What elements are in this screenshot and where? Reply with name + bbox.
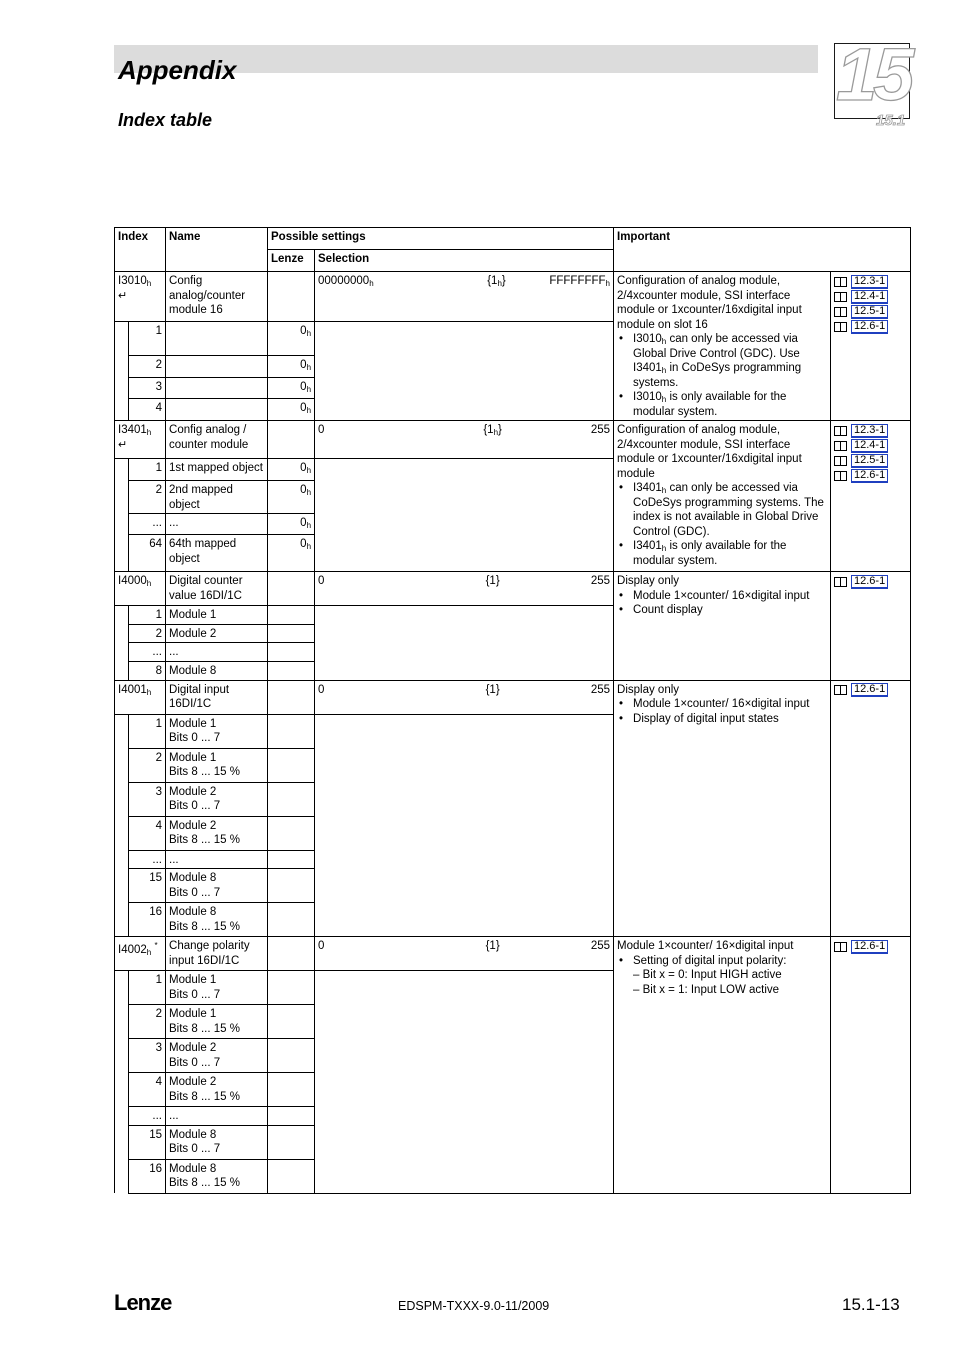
table-row: 2 Module 1 Bits 8 ... 15 %: [115, 1005, 911, 1039]
book-icon: [834, 577, 847, 587]
reference-link[interactable]: 12.5-1: [851, 454, 888, 468]
name-cell: Digital input 16DI/1C: [166, 680, 268, 714]
table-row: 16 Module 8 Bits 8 ... 15 %: [115, 903, 911, 937]
index-table: [114, 227, 911, 1194]
selection-cell: 0 {1} 255: [315, 572, 614, 606]
book-icon: [834, 292, 847, 302]
important-cell: Display only • Module 1×counter/ 16×digital input • Display of digital input states: [614, 680, 831, 937]
table-row: 8 Module 8: [115, 662, 911, 681]
table-row: ... ...: [115, 1107, 911, 1126]
list-item: • Module 1×counter/ 16×digital input: [633, 697, 827, 712]
book-icon: [834, 426, 847, 436]
name-cell: Config analog / counter module: [166, 421, 268, 459]
table-row: 2 Module 2: [115, 624, 911, 643]
important-cell: Display only • Module 1×counter/ 16×digital input • Count display: [614, 572, 831, 681]
index-cell: $I3010_h$ ↵: [115, 272, 166, 322]
book-icon: [834, 471, 847, 481]
list-item: • Display of digital input states: [633, 712, 827, 727]
table-row: 15 Module 8 Bits 0 ... 7: [115, 1125, 911, 1159]
table-row: 15 Module 8 Bits 0 ... 7: [115, 869, 911, 903]
selection-cell: 0 $\{1_h\}$ 255: [315, 421, 614, 459]
book-icon: [834, 441, 847, 451]
header-important: Important: [614, 228, 911, 272]
table-row: 1 $0_h$: [115, 322, 911, 356]
reference-link[interactable]: 12.6-1: [851, 683, 888, 697]
page-title: Appendix: [118, 55, 237, 85]
index-cell: $I4002_h$ *: [115, 937, 166, 971]
reference-link[interactable]: 12.6-1: [851, 940, 888, 954]
lenze-cell: [268, 272, 315, 322]
book-icon: [834, 456, 847, 466]
name-cell: Digital counter value 16DI/1C: [166, 572, 268, 606]
table-row: 2 $0_h$: [115, 356, 911, 378]
table-row: ... ...: [115, 643, 911, 662]
table-row: 64 64th mapped object $0_h$: [115, 535, 911, 572]
table-row: 1 1st mapped object $0_h$: [115, 459, 911, 481]
reference-link[interactable]: 12.3-1: [851, 275, 888, 289]
list-item: • $I3010_h$ is only available for the modular system.: [633, 390, 827, 419]
list-item: • Module 1×counter/ 16×digital input: [633, 589, 827, 604]
reference-cell: [831, 680, 911, 937]
table-row: 2 Module 1 Bits 8 ... 15 %: [115, 748, 911, 782]
table-row: 3 Module 2 Bits 0 ... 7: [115, 1039, 911, 1073]
list-item: • $I3401_h$ is only available for the modular system.: [633, 539, 827, 568]
important-cell: Configuration of analog module, 2/4xcounter module, SSI interface module or 1xcounter/16xdigital input module on slot 16 • $I3010_h$ can only be accessed via Global Drive Control (GDC). Use $I3401_h$ in CoDeSys programming systems. • $I3010_h$ is only available for the modular system.: [614, 272, 831, 421]
selection-cell: 0 {1} 255: [315, 680, 614, 714]
page-subtitle: Index table: [118, 110, 213, 130]
reference-cell: [831, 272, 911, 421]
important-cell: Configuration of analog module, 2/4xcounter module, SSI interface module or 1xcounter/16xdigital input module • $I3401_h$ can only be accessed via CoDeSys programming systems. The index is not available in Global Drive Control (GDC). • $I3401_h$ is only available for the modular system.: [614, 421, 831, 572]
chapter-number: 15: [836, 33, 911, 116]
selection-cell: 0 {1} 255: [315, 937, 614, 971]
book-icon: [834, 307, 847, 317]
table-row: 1 Module 1: [115, 606, 911, 625]
reference-link[interactable]: 12.6-1: [851, 575, 888, 589]
reference-link[interactable]: 12.4-1: [851, 439, 888, 453]
header-selection: Selection: [315, 250, 614, 272]
section-number: 15.1: [876, 112, 906, 129]
index-cell: $I4001_h$: [115, 680, 166, 714]
index-cell: $I4000_h$: [115, 572, 166, 606]
table-row: 4 $0_h$: [115, 399, 911, 421]
book-icon: [834, 942, 847, 952]
reference-cell: [831, 421, 911, 572]
list-item: • $I3010_h$ can only be accessed via Global Drive Control (GDC). Use $I3401_h$ in CoDeSys programming systems.: [633, 332, 827, 390]
selection-cell: $00000000_h$ $\{1_h\}$ $FFFFFFFF_h$: [315, 272, 614, 322]
name-cell: Config analog/counter module 16: [166, 272, 268, 322]
table-row: 1 Module 1 Bits 0 ... 7: [115, 714, 911, 748]
book-icon: [834, 685, 847, 695]
list-item: • $I3401_h$ can only be accessed via CoDeSys programming systems. The index is not available in Global Drive Control (GDC).: [633, 481, 827, 539]
important-cell: Module 1×counter/ 16×digital input • Setting of digital input polarity: – Bit x = 0: Input HIGH active – Bit x = 1: Input LOW active: [614, 937, 831, 1194]
reference-link[interactable]: 12.4-1: [851, 290, 888, 304]
table-row: ... ... $0_h$: [115, 514, 911, 535]
header-index: Index: [115, 228, 166, 272]
table-row: 3 Module 2 Bits 0 ... 7: [115, 782, 911, 816]
reference-cell: [831, 937, 911, 1194]
page-number: 15.1-13: [842, 1295, 900, 1314]
name-cell: Change polarity input 16DI/1C: [166, 937, 268, 971]
table-row: 4 Module 2 Bits 8 ... 15 %: [115, 1073, 911, 1107]
table-row: 2 2nd mapped object $0_h$: [115, 481, 911, 514]
table-row: 3 $0_h$: [115, 378, 911, 399]
book-icon: [834, 322, 847, 332]
reference-cell: [831, 572, 911, 681]
lenze-logo: Lenze: [114, 1290, 172, 1315]
table-row: 4 Module 2 Bits 8 ... 15 %: [115, 816, 911, 850]
header-name: Name: [166, 228, 268, 272]
book-icon: [834, 277, 847, 287]
table-row: 16 Module 8 Bits 8 ... 15 %: [115, 1159, 911, 1193]
list-item: • Count display: [633, 603, 827, 618]
header-possible-settings: Possible settings: [268, 228, 614, 250]
list-item: • Setting of digital input polarity: – Bit x = 0: Input HIGH active – Bit x = 1: Input LOW active: [633, 954, 827, 998]
reference-link[interactable]: 12.5-1: [851, 305, 888, 319]
document-id: EDSPM-TXXX-9.0-11/2009: [398, 1299, 550, 1313]
reference-link[interactable]: 12.3-1: [851, 424, 888, 438]
reference-link[interactable]: 12.6-1: [851, 320, 888, 334]
table-row: ... ...: [115, 850, 911, 869]
index-cell: $I3401_h$ ↵: [115, 421, 166, 459]
table-row: 1 Module 1 Bits 0 ... 7: [115, 971, 911, 1005]
reference-link[interactable]: 12.6-1: [851, 469, 888, 483]
header-lenze: Lenze: [268, 250, 315, 272]
